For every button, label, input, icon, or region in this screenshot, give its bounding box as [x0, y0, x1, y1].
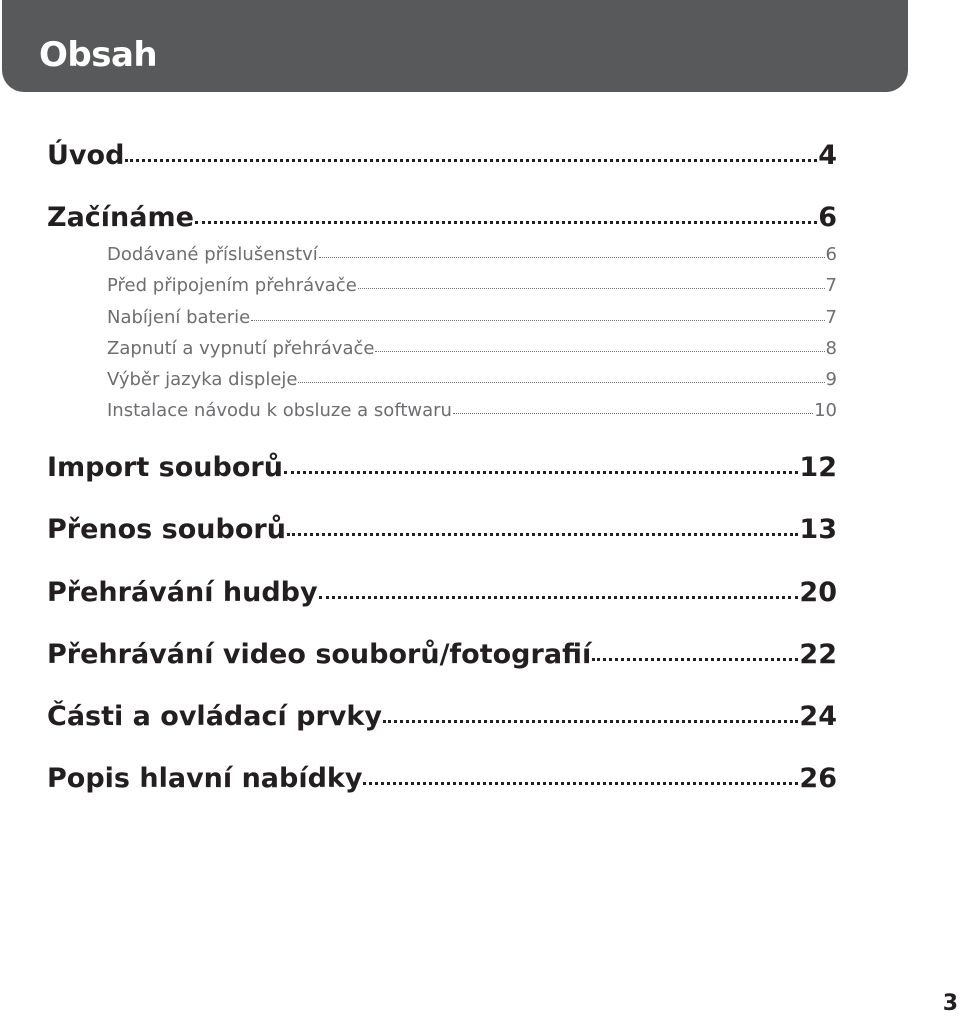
toc-entry-title: Přenos souborů: [47, 514, 286, 545]
toc-entry-page: 6: [818, 202, 837, 233]
toc-entry-page: 22: [799, 639, 837, 670]
toc-entry-page: 9: [825, 369, 837, 390]
toc-entry-popis-nabidky[interactable]: [47, 760, 837, 796]
toc-entry-title: Instalace návodu k obsluze a softwaru: [107, 400, 452, 421]
toc-subentry-nabijeni[interactable]: [107, 305, 837, 330]
toc-leader-dots: [319, 574, 799, 601]
toc-entry-title: Přehrávání video souborů/fotografií: [47, 639, 592, 670]
toc-entry-title: Dodávané příslušenství: [107, 244, 318, 265]
toc-leader-dots: [375, 336, 824, 354]
toc-leader-dots: [125, 137, 817, 164]
toc-entry-page: 7: [825, 275, 837, 296]
toc-entry-page: 6: [825, 244, 837, 265]
toc-entry-zaciname[interactable]: [47, 199, 837, 235]
toc-leader-dots: [195, 199, 817, 226]
toc-entry-page: 7: [825, 307, 837, 328]
toc-subentry-zapnuti[interactable]: [107, 336, 837, 361]
toc-leader-dots: [592, 636, 798, 663]
toc-entry-title: Popis hlavní nabídky: [47, 763, 363, 794]
toc-entry-prenos[interactable]: [47, 511, 837, 547]
toc-entry-page: 12: [799, 452, 837, 483]
toc-entry-title: Úvod: [47, 140, 125, 171]
toc-leader-dots: [319, 242, 825, 260]
toc-entry-page: 13: [799, 514, 837, 545]
toc-entry-title: Začínáme: [47, 202, 194, 233]
toc-entry-title: Části a ovládací prvky: [47, 701, 382, 732]
page-title: Obsah: [39, 35, 158, 75]
toc-leader-dots: [358, 273, 825, 291]
toc-subentry-instalace[interactable]: [107, 398, 837, 423]
toc-leader-dots: [363, 760, 798, 787]
toc-entry-title: Výběr jazyka displeje: [107, 369, 298, 390]
toc-entry-title: Nabíjení baterie: [107, 307, 251, 328]
toc-leader-dots: [453, 398, 813, 416]
toc-entry-page: 8: [825, 338, 837, 359]
toc-entry-page: 24: [799, 701, 837, 732]
toc-entry-prehravani-hudby[interactable]: [47, 574, 837, 610]
toc-leader-dots: [251, 305, 824, 323]
toc-entry-uvod[interactable]: [47, 137, 837, 173]
toc-entry-title: Import souborů: [47, 452, 283, 483]
toc-entry-prehravani-video[interactable]: [47, 636, 837, 672]
toc-entry-page: 26: [799, 763, 837, 794]
toc-entry-page: 20: [799, 577, 837, 608]
toc-leader-dots: [287, 511, 799, 538]
toc-entry-import[interactable]: [47, 449, 837, 485]
toc-leader-dots: [284, 449, 798, 476]
toc-entry-title: Před připojením přehrávače: [107, 275, 357, 296]
toc-entry-page: 10: [814, 400, 837, 421]
toc-entry-title: Zapnutí a vypnutí přehrávače: [107, 338, 375, 359]
toc-subentry-prislusenstvi[interactable]: [107, 242, 837, 267]
toc-entry-casti[interactable]: [47, 698, 837, 734]
toc-subentry-vyber-jazyka[interactable]: [107, 367, 837, 392]
toc-leader-dots: [383, 698, 799, 725]
toc-leader-dots: [298, 367, 824, 385]
toc-entry-page: 4: [818, 140, 837, 171]
toc-subentry-pred-pripojenim[interactable]: [107, 273, 837, 298]
page-number: 3: [942, 991, 958, 1016]
toc-entry-title: Přehrávání hudby: [47, 577, 318, 608]
